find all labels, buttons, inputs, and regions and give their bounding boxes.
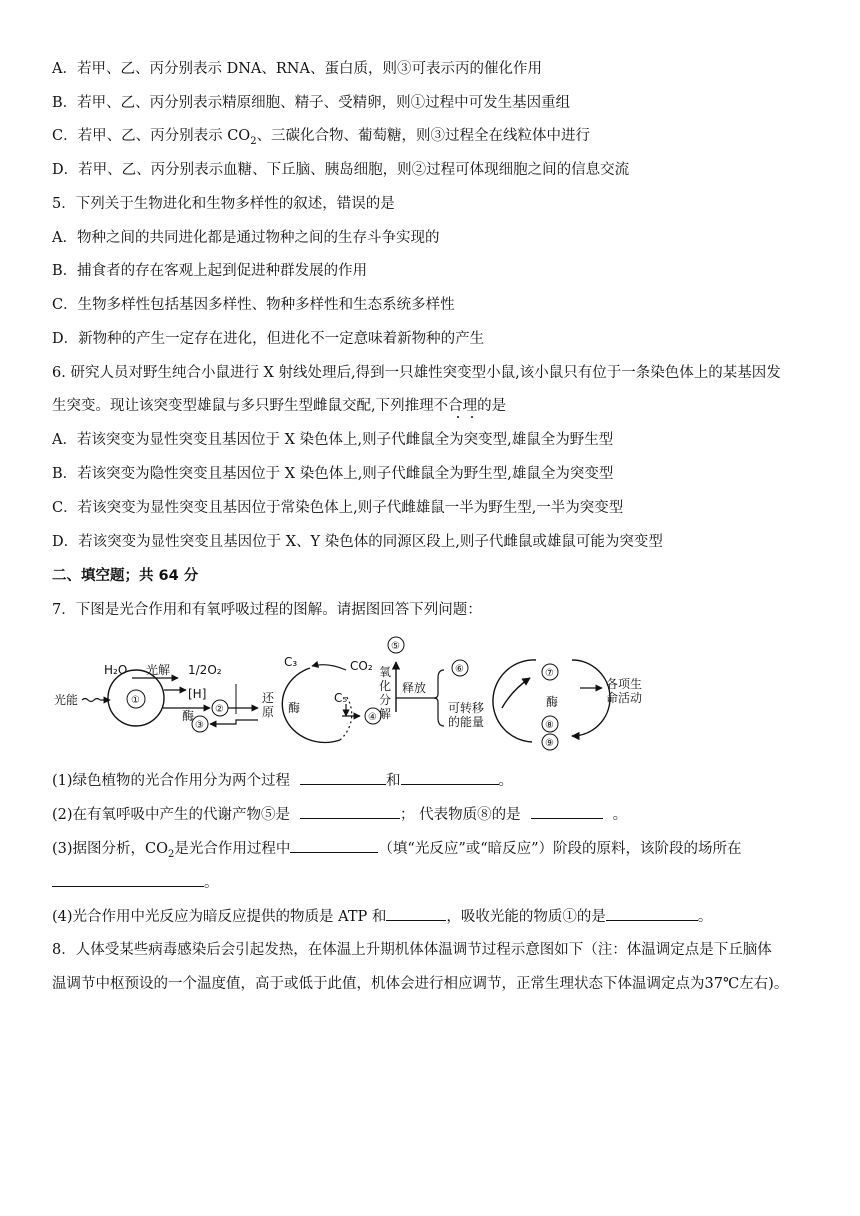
h-label: [H]: [188, 687, 207, 701]
q4-option-a: A．若甲、乙、丙分别表示 DNA、RNA、蛋白质，则③可表示丙的催化作用: [52, 61, 542, 77]
q6-option-a: A．若该突变为显性突变且基因位于 X 染色体上,则子代雌鼠全为突变型,雄鼠全为野生型: [52, 432, 614, 448]
answer-blank[interactable]: [531, 804, 603, 819]
transferable-label-2: 的能量: [448, 715, 485, 729]
h2o-label: H₂O: [104, 663, 128, 677]
q6-option-d: D．若该突变为显性突变且基因位于 X、Y 染色体的同源区段上,则子代雌鼠或雄鼠可能为突变型: [52, 534, 663, 550]
c3-label: C₃: [284, 655, 298, 669]
release-label: 释放: [402, 681, 427, 695]
q7-part2: [52, 804, 627, 825]
co2-subscript: 2: [250, 135, 257, 147]
oxidize-char-2: 化: [379, 679, 392, 693]
circle-8: ⑧: [545, 720, 554, 731]
oxidize-char-4: 解: [379, 707, 392, 721]
answer-blank[interactable]: [386, 906, 446, 921]
circle-2: ②: [215, 704, 224, 715]
q7-part1-and: 和: [386, 773, 401, 789]
answer-blank[interactable]: [401, 770, 499, 785]
enzyme-label-3: 酶: [546, 695, 559, 709]
q5-option-a: A．物种之间的共同进化都是通过物种之间的生存斗争实现的: [52, 230, 440, 246]
circle-4: ④: [368, 712, 377, 723]
reduction-label-1: 还: [262, 691, 275, 705]
life-activities-label-2: 命活动: [606, 691, 643, 705]
answer-blank[interactable]: [300, 770, 386, 785]
circle-5: ⑤: [391, 641, 400, 652]
q7-part4-text: (4)光合作用中光反应为暗反应提供的物质是 ATP 和: [52, 909, 387, 925]
q7-part3-pre: (3)据图分析，CO: [52, 841, 169, 857]
enzyme-label-2: 酶: [288, 701, 301, 715]
q5-option-b: B．捕食者的存在客观上起到促进种群发展的作用: [52, 263, 368, 279]
emphasis-dots: [453, 416, 477, 420]
q4-option-d: D．若甲、乙、丙分别表示血糖、下丘脑、胰岛细胞，则②过程可体现细胞之间的信息交流: [52, 162, 630, 178]
q7-part3: [52, 838, 742, 865]
q5-option-d: D．新物种的产生一定存在进化，但进化不一定意味着新物种的产生: [52, 331, 485, 347]
q5-option-c: C．生物多样性包括基因多样性、物种多样性和生态系统多样性: [52, 297, 455, 313]
q8-stem-line1: 8．人体受某些病毒感染后会引起发热，在体温上升期机体体温调节过程示意图如下（注：体温调定点是下丘脑体: [52, 942, 772, 958]
q7-part1-text: (1)绿色植物的光合作用分为两个过程: [52, 773, 291, 789]
q7-part3-post: （填“光反应”或“暗反应”）阶段的原料，该阶段的场所在: [378, 841, 742, 857]
q7-part2-text: (2)在有氧呼吸中产生的代谢产物⑤是: [52, 807, 291, 823]
co2-subscript: 2: [168, 848, 175, 860]
oxidize-char-3: 分: [379, 693, 392, 707]
q7-part4-end: 。: [697, 909, 713, 925]
q6-option-b: B．若该突变为隐性突变且基因位于 X 染色体上,则子代雌鼠全为野生型,雄鼠全为突变型: [52, 466, 614, 482]
q7-part3-continuation: [52, 872, 219, 893]
q6-option-c: C．若该突变为显性突变且基因位于常染色体上,则子代雌雄鼠一半为野生型,一半为突变型: [52, 500, 624, 516]
q4-option-c-pre: C．若甲、乙、丙分别表示 CO: [52, 128, 251, 144]
q7-part2-end: 。: [612, 807, 628, 823]
q7-part3-mid: 是光合作用过程中: [174, 841, 291, 857]
answer-blank[interactable]: [606, 906, 698, 921]
answer-blank[interactable]: [300, 804, 400, 819]
circle-1: ①: [131, 695, 140, 706]
enzyme-label-1: 酶: [182, 709, 195, 723]
q7-part4: [52, 906, 712, 927]
q6-stem-line2: 生突变。现让该突变型雄鼠与多只野生型雌鼠交配,下列推理不合理的是: [52, 398, 507, 414]
photosynthesis-respiration-diagram: [50, 632, 670, 757]
q7-part3-end: 。: [204, 875, 219, 891]
q5-stem: 5．下列关于生物进化和生物多样性的叙述，错误的是: [52, 196, 395, 212]
answer-blank[interactable]: [52, 872, 204, 887]
q8-stem-line2: 温调节中枢预设的一个温度值，高于或低于此值，机体会进行相应调节，正常生理状态下体温调定点为37℃左右)。: [52, 976, 789, 992]
answer-blank[interactable]: [290, 838, 378, 853]
co2-label: CO₂: [350, 659, 373, 673]
q6-stem-line1: 6. 研究人员对野生纯合小鼠进行 X 射线处理后,得到一只雄性突变型小鼠,该小鼠只有位于一条染色体上的某基因发: [52, 365, 781, 381]
o2-label: 1/2O₂: [188, 663, 222, 677]
light-energy-label: 光能: [54, 693, 79, 707]
q7-part1-end: 。: [498, 773, 514, 789]
circle-7: ⑦: [545, 668, 554, 679]
section-heading: 二、填空题；共 64 分: [52, 568, 199, 584]
q7-part1: [52, 770, 513, 791]
q4-option-c: [52, 126, 590, 152]
photolysis-label: 光解: [146, 663, 171, 677]
circle-6: ⑥: [455, 664, 464, 675]
q7-stem: 7．下图是光合作用和有氧呼吸过程的图解。请据图回答下列问题：: [52, 602, 482, 618]
q7-part2-mid: ； 代表物质⑧的是: [400, 807, 521, 823]
circle-9: ⑨: [545, 738, 554, 749]
life-activities-label-1: 各项生: [606, 677, 643, 691]
transferable-label-1: 可转移: [448, 701, 485, 715]
oxidize-char-1: 氧: [379, 665, 392, 679]
reduction-label-2: 原: [262, 705, 275, 719]
q4-option-b: B．若甲、乙、丙分别表示精原细胞、精子、受精卵，则①过程中可发生基因重组: [52, 95, 571, 111]
q7-part4-mid: ，吸收光能的物质①的是: [446, 909, 606, 925]
q4-option-c-post: 、三碳化合物、葡萄糖，则③过程全在线粒体中进行: [256, 128, 591, 144]
c5-label: C₅: [334, 691, 348, 705]
circle-3: ③: [195, 720, 204, 731]
